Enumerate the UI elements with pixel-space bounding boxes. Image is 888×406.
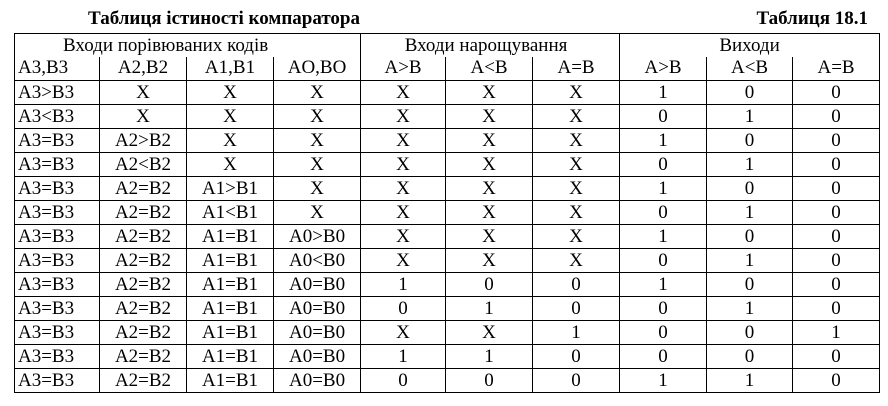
table-cell: A2=B2: [100, 321, 187, 345]
table-cell: A0=B0: [274, 297, 361, 321]
table-cell: 1: [446, 297, 533, 321]
table-cell: A1=B1: [187, 321, 274, 345]
table-cell: 1: [620, 369, 707, 393]
table-cell: X: [533, 249, 620, 273]
table-cell: 1: [620, 177, 707, 201]
column-header: A<B: [446, 57, 533, 81]
table-cell: X: [187, 129, 274, 153]
table-cell: A3=B3: [15, 273, 100, 297]
table-cell: X: [446, 249, 533, 273]
table-cell: 1: [361, 273, 446, 297]
table-cell: X: [533, 177, 620, 201]
table-cell: A3<B3: [15, 105, 100, 129]
table-cell: X: [361, 225, 446, 249]
table-cell: X: [361, 81, 446, 105]
column-header: A>B: [361, 57, 446, 81]
table-cell: X: [361, 321, 446, 345]
table-cell: 0: [793, 369, 880, 393]
table-row: [15, 369, 880, 393]
table-cell: A2=B2: [100, 273, 187, 297]
table-cell: X: [274, 81, 361, 105]
table-row: [15, 297, 880, 321]
table-row: [15, 225, 880, 249]
table-cell: 0: [361, 369, 446, 393]
table-cell: X: [446, 129, 533, 153]
group-compare-inputs: Входи порівюваних кодів: [15, 34, 361, 58]
table-row: [15, 129, 880, 153]
table-cell: 0: [793, 297, 880, 321]
table-cell: 0: [620, 321, 707, 345]
table-cell: 1: [793, 321, 880, 345]
table-cell: 0: [793, 177, 880, 201]
table-cell: X: [533, 201, 620, 225]
table-cell: A3>B3: [15, 81, 100, 105]
table-cell: X: [361, 177, 446, 201]
table-cell: X: [187, 105, 274, 129]
table-cell: 0: [533, 345, 620, 369]
table-cell: 0: [707, 129, 793, 153]
table-cell: 1: [620, 273, 707, 297]
column-header: A1,B1: [187, 57, 274, 81]
table-cell: 0: [793, 345, 880, 369]
group-header-row: [15, 34, 880, 58]
table-cell: 0: [793, 201, 880, 225]
table-cell: X: [187, 153, 274, 177]
table-cell: A2<B2: [100, 153, 187, 177]
table-cell: A3=B3: [15, 321, 100, 345]
table-cell: X: [446, 177, 533, 201]
table-cell: X: [274, 153, 361, 177]
table-cell: A0>B0: [274, 225, 361, 249]
table-cell: 1: [707, 369, 793, 393]
table-row: [15, 273, 880, 297]
table-cell: 0: [793, 249, 880, 273]
column-header-row: [15, 57, 880, 81]
table-cell: A0<B0: [274, 249, 361, 273]
table-cell: A0=B0: [274, 273, 361, 297]
table-cell: A3=B3: [15, 345, 100, 369]
table-cell: 1: [533, 321, 620, 345]
table-cell: X: [446, 321, 533, 345]
table-cell: X: [533, 153, 620, 177]
table-cell: X: [361, 105, 446, 129]
table-number: Таблиця 18.1: [756, 8, 868, 29]
table-cell: A1=B1: [187, 297, 274, 321]
table-cell: A2=B2: [100, 369, 187, 393]
table-cell: 0: [793, 153, 880, 177]
table-cell: 0: [793, 81, 880, 105]
table-cell: A0=B0: [274, 369, 361, 393]
table-cell: A1>B1: [187, 177, 274, 201]
table-cell: A3=B3: [15, 201, 100, 225]
table-cell: 1: [707, 105, 793, 129]
table-cell: 0: [707, 177, 793, 201]
table-cell: A0=B0: [274, 321, 361, 345]
truth-table: [14, 33, 880, 393]
table-cell: 0: [533, 273, 620, 297]
table-cell: X: [533, 225, 620, 249]
table-cell: A2=B2: [100, 249, 187, 273]
table-cell: 1: [707, 297, 793, 321]
table-cell: A1=B1: [187, 273, 274, 297]
table-cell: 0: [707, 321, 793, 345]
table-cell: 0: [533, 369, 620, 393]
column-header: A>B: [620, 57, 707, 81]
table-cell: X: [187, 81, 274, 105]
table-cell: X: [446, 201, 533, 225]
table-cell: A2=B2: [100, 177, 187, 201]
table-cell: A3=B3: [15, 249, 100, 273]
table-cell: A1=B1: [187, 249, 274, 273]
table-row: [15, 249, 880, 273]
table-row: [15, 177, 880, 201]
table-cell: 0: [793, 105, 880, 129]
table-cell: 0: [620, 345, 707, 369]
table-cell: A3=B3: [15, 177, 100, 201]
table-cell: X: [100, 105, 187, 129]
column-header: A<B: [707, 57, 793, 81]
table-cell: 0: [707, 273, 793, 297]
table-cell: 1: [620, 81, 707, 105]
table-cell: 0: [793, 273, 880, 297]
table-cell: X: [533, 105, 620, 129]
table-cell: A1=B1: [187, 225, 274, 249]
table-cell: 0: [533, 297, 620, 321]
table-cell: 0: [620, 105, 707, 129]
column-header: A2,B2: [100, 57, 187, 81]
table-cell: X: [361, 129, 446, 153]
column-header: A=B: [793, 57, 880, 81]
table-cell: A2=B2: [100, 225, 187, 249]
table-cell: 0: [707, 345, 793, 369]
table-row: [15, 345, 880, 369]
table-cell: A1=B1: [187, 345, 274, 369]
table-cell: 1: [707, 153, 793, 177]
table-row: [15, 153, 880, 177]
table-cell: A3=B3: [15, 369, 100, 393]
group-outputs: Виходи: [620, 34, 880, 58]
table-cell: 0: [620, 297, 707, 321]
table-cell: X: [446, 225, 533, 249]
table-cell: 0: [446, 369, 533, 393]
table-cell: A2>B2: [100, 129, 187, 153]
table-cell: 0: [793, 129, 880, 153]
table-cell: A3=B3: [15, 225, 100, 249]
table-cell: 1: [620, 129, 707, 153]
column-header: AO,BO: [274, 57, 361, 81]
group-cascade-inputs: Входи нарощування: [361, 34, 620, 58]
table-cell: A2=B2: [100, 201, 187, 225]
table-cell: X: [274, 201, 361, 225]
table-cell: A3=B3: [15, 129, 100, 153]
table-cell: 1: [707, 201, 793, 225]
table-cell: 0: [793, 225, 880, 249]
table-cell: A1=B1: [187, 369, 274, 393]
table-cell: 0: [620, 201, 707, 225]
table-cell: X: [446, 153, 533, 177]
table-cell: X: [100, 81, 187, 105]
table-cell: A2=B2: [100, 297, 187, 321]
table-row: [15, 321, 880, 345]
table-row: [15, 81, 880, 105]
table-cell: X: [274, 105, 361, 129]
table-cell: 0: [361, 297, 446, 321]
table-cell: A3=B3: [15, 297, 100, 321]
table-cell: X: [533, 81, 620, 105]
table-cell: A3=B3: [15, 153, 100, 177]
table-cell: X: [446, 81, 533, 105]
table-cell: 1: [446, 345, 533, 369]
table-cell: X: [533, 129, 620, 153]
table-cell: X: [361, 249, 446, 273]
table-title: Таблиця істиності компаратора: [88, 8, 360, 29]
table-cell: 0: [620, 153, 707, 177]
table-cell: X: [361, 201, 446, 225]
table-cell: A1<B1: [187, 201, 274, 225]
table-cell: 0: [707, 81, 793, 105]
table-cell: 0: [446, 273, 533, 297]
table-cell: 1: [707, 249, 793, 273]
table-cell: A2=B2: [100, 345, 187, 369]
table-cell: X: [446, 105, 533, 129]
column-header: A3,B3: [15, 57, 100, 81]
table-cell: X: [274, 177, 361, 201]
table-cell: 0: [707, 225, 793, 249]
table-cell: A0=B0: [274, 345, 361, 369]
table-row: [15, 201, 880, 225]
table-cell: X: [274, 129, 361, 153]
column-header: A=B: [533, 57, 620, 81]
table-cell: 0: [620, 249, 707, 273]
table-cell: X: [361, 153, 446, 177]
table-cell: 1: [620, 225, 707, 249]
table-row: [15, 105, 880, 129]
table-cell: 1: [361, 345, 446, 369]
